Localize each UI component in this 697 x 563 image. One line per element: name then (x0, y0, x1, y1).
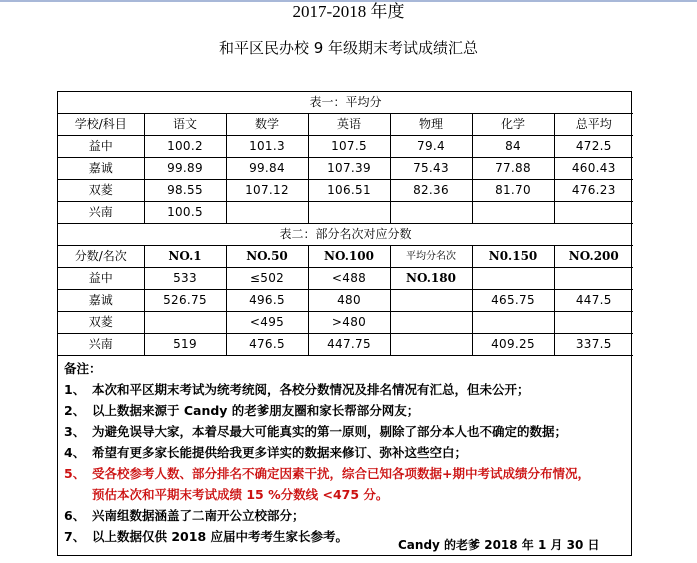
note-number: 3、 (64, 424, 86, 439)
signature: Candy 的老爹 2018 年 1 月 30 日 (398, 538, 600, 552)
score-cell: 100.2 (144, 136, 226, 158)
table-row (58, 180, 633, 202)
score-cell (472, 268, 554, 290)
score-cell (390, 202, 472, 224)
note-number: 2、 (64, 403, 86, 418)
score-cell: 337.5 (554, 334, 633, 356)
table-row (58, 312, 633, 334)
column-header: 语文 (144, 114, 226, 136)
note-item (64, 379, 625, 400)
score-cell: 526.75 (144, 290, 226, 312)
document-main-title: 和平区民办校 9 年级期末考试成绩汇总 (218, 39, 479, 57)
table-row (58, 136, 633, 158)
table-row (58, 268, 633, 290)
note-text: 本次和平区期末考试为统考统阅，各校分数情况及排名情况有汇总，但未公开； (92, 382, 530, 397)
note-item-highlighted-continued (64, 484, 625, 505)
note-item (64, 400, 625, 421)
score-cell: <495 (226, 312, 308, 334)
score-cell: 99.84 (226, 158, 308, 180)
note-number: 5、 (64, 466, 86, 481)
score-cell: >480 (308, 312, 390, 334)
notes-heading: 备注： (64, 361, 102, 376)
column-header: NO.200 (554, 246, 633, 268)
note-text: 以上数据来源于 Candy 的老爹朋友圈和家长帮部分网友； (92, 403, 420, 418)
score-cell (144, 312, 226, 334)
note-number: 4、 (64, 445, 86, 460)
school-name: 嘉诚 (58, 158, 144, 180)
note-number: 6、 (64, 508, 86, 523)
table1-header-row (58, 114, 633, 136)
column-header: 分数/名次 (58, 246, 144, 268)
school-name: 益中 (58, 136, 144, 158)
note-item (64, 421, 625, 442)
score-cell: 480 (308, 290, 390, 312)
score-cell: 496.5 (226, 290, 308, 312)
score-cell: 100.5 (144, 202, 226, 224)
score-cell: 77.88 (472, 158, 554, 180)
school-name: 嘉诚 (58, 290, 144, 312)
score-cell: 101.3 (226, 136, 308, 158)
column-header: NO.100 (308, 246, 390, 268)
table-row (58, 202, 633, 224)
score-cell (554, 202, 633, 224)
summary-table-frame (57, 91, 632, 556)
score-cell: 465.75 (472, 290, 554, 312)
note-text: 预估本次和平期末考试成绩 15 %分数线 <475 分。 (92, 487, 389, 502)
score-cell (472, 312, 554, 334)
note-item-highlighted (64, 463, 625, 484)
column-header: N0.150 (472, 246, 554, 268)
school-name: 双菱 (58, 312, 144, 334)
rank-cell: NO.180 (390, 268, 472, 290)
rank-cell (390, 290, 472, 312)
note-text: 兴南组数据涵盖了二南开公立校部分； (92, 508, 305, 523)
note-text: 为避免误导大家，本着尽最大可能真实的第一原则，剔除了部分本人也不确定的数据； (92, 424, 568, 439)
rank-cell (390, 334, 472, 356)
score-cell: 447.5 (554, 290, 633, 312)
score-cell: 519 (144, 334, 226, 356)
score-cell: 82.36 (390, 180, 472, 202)
table2-header-row (58, 246, 633, 268)
note-number: 1、 (64, 382, 86, 397)
column-header: 平均分名次 (390, 246, 472, 268)
rank-cell (390, 312, 472, 334)
score-cell: 98.55 (144, 180, 226, 202)
score-cell: 476.5 (226, 334, 308, 356)
column-header: 英语 (308, 114, 390, 136)
score-cell: 81.70 (472, 180, 554, 202)
score-cell: 409.25 (472, 334, 554, 356)
score-cell: 460.43 (554, 158, 633, 180)
note-item (64, 442, 625, 463)
table1-caption: 表一：平均分 (58, 92, 633, 114)
score-cell (554, 268, 633, 290)
column-header: NO.50 (226, 246, 308, 268)
score-cell: 84 (472, 136, 554, 158)
note-text: 受各校参考人数、部分排名不确定因素干扰，综合已知各项数据+期中考试成绩分布情况， (92, 466, 590, 481)
score-cell: 472.5 (554, 136, 633, 158)
note-text: 希望有更多家长能提供给我更多详实的数据来修订、弥补这些空白； (92, 445, 468, 460)
column-header: 学校/科目 (58, 114, 144, 136)
score-cell (226, 202, 308, 224)
score-cell: 533 (144, 268, 226, 290)
score-cell (472, 202, 554, 224)
school-name: 兴南 (58, 202, 144, 224)
notes-section (58, 356, 631, 547)
note-text: 以上数据仅供 2018 应届中考考生家长参考。 (92, 529, 348, 544)
table2-caption: 表二：部分名次对应分数 (58, 224, 633, 246)
score-cell: 107.5 (308, 136, 390, 158)
score-cell: 75.43 (390, 158, 472, 180)
table-row (58, 334, 633, 356)
column-header: NO.1 (144, 246, 226, 268)
note-number: 7、 (64, 529, 86, 544)
average-score-table (58, 92, 633, 356)
column-header: 物理 (390, 114, 472, 136)
score-cell: 447.75 (308, 334, 390, 356)
score-cell (554, 312, 633, 334)
score-cell: 106.51 (308, 180, 390, 202)
score-cell (308, 202, 390, 224)
score-cell: 476.23 (554, 180, 633, 202)
note-item (64, 505, 625, 526)
school-name: 双菱 (58, 180, 144, 202)
column-header: 数学 (226, 114, 308, 136)
school-name: 兴南 (58, 334, 144, 356)
score-cell: 107.12 (226, 180, 308, 202)
score-cell: 99.89 (144, 158, 226, 180)
table-row (58, 158, 633, 180)
table-row (58, 290, 633, 312)
score-cell: ≤502 (226, 268, 308, 290)
document-year-title: 2017-2018 年度 (292, 2, 405, 21)
column-header: 化学 (472, 114, 554, 136)
score-cell: 107.39 (308, 158, 390, 180)
school-name: 益中 (58, 268, 144, 290)
column-header: 总平均 (554, 114, 633, 136)
score-cell: <488 (308, 268, 390, 290)
score-cell: 79.4 (390, 136, 472, 158)
